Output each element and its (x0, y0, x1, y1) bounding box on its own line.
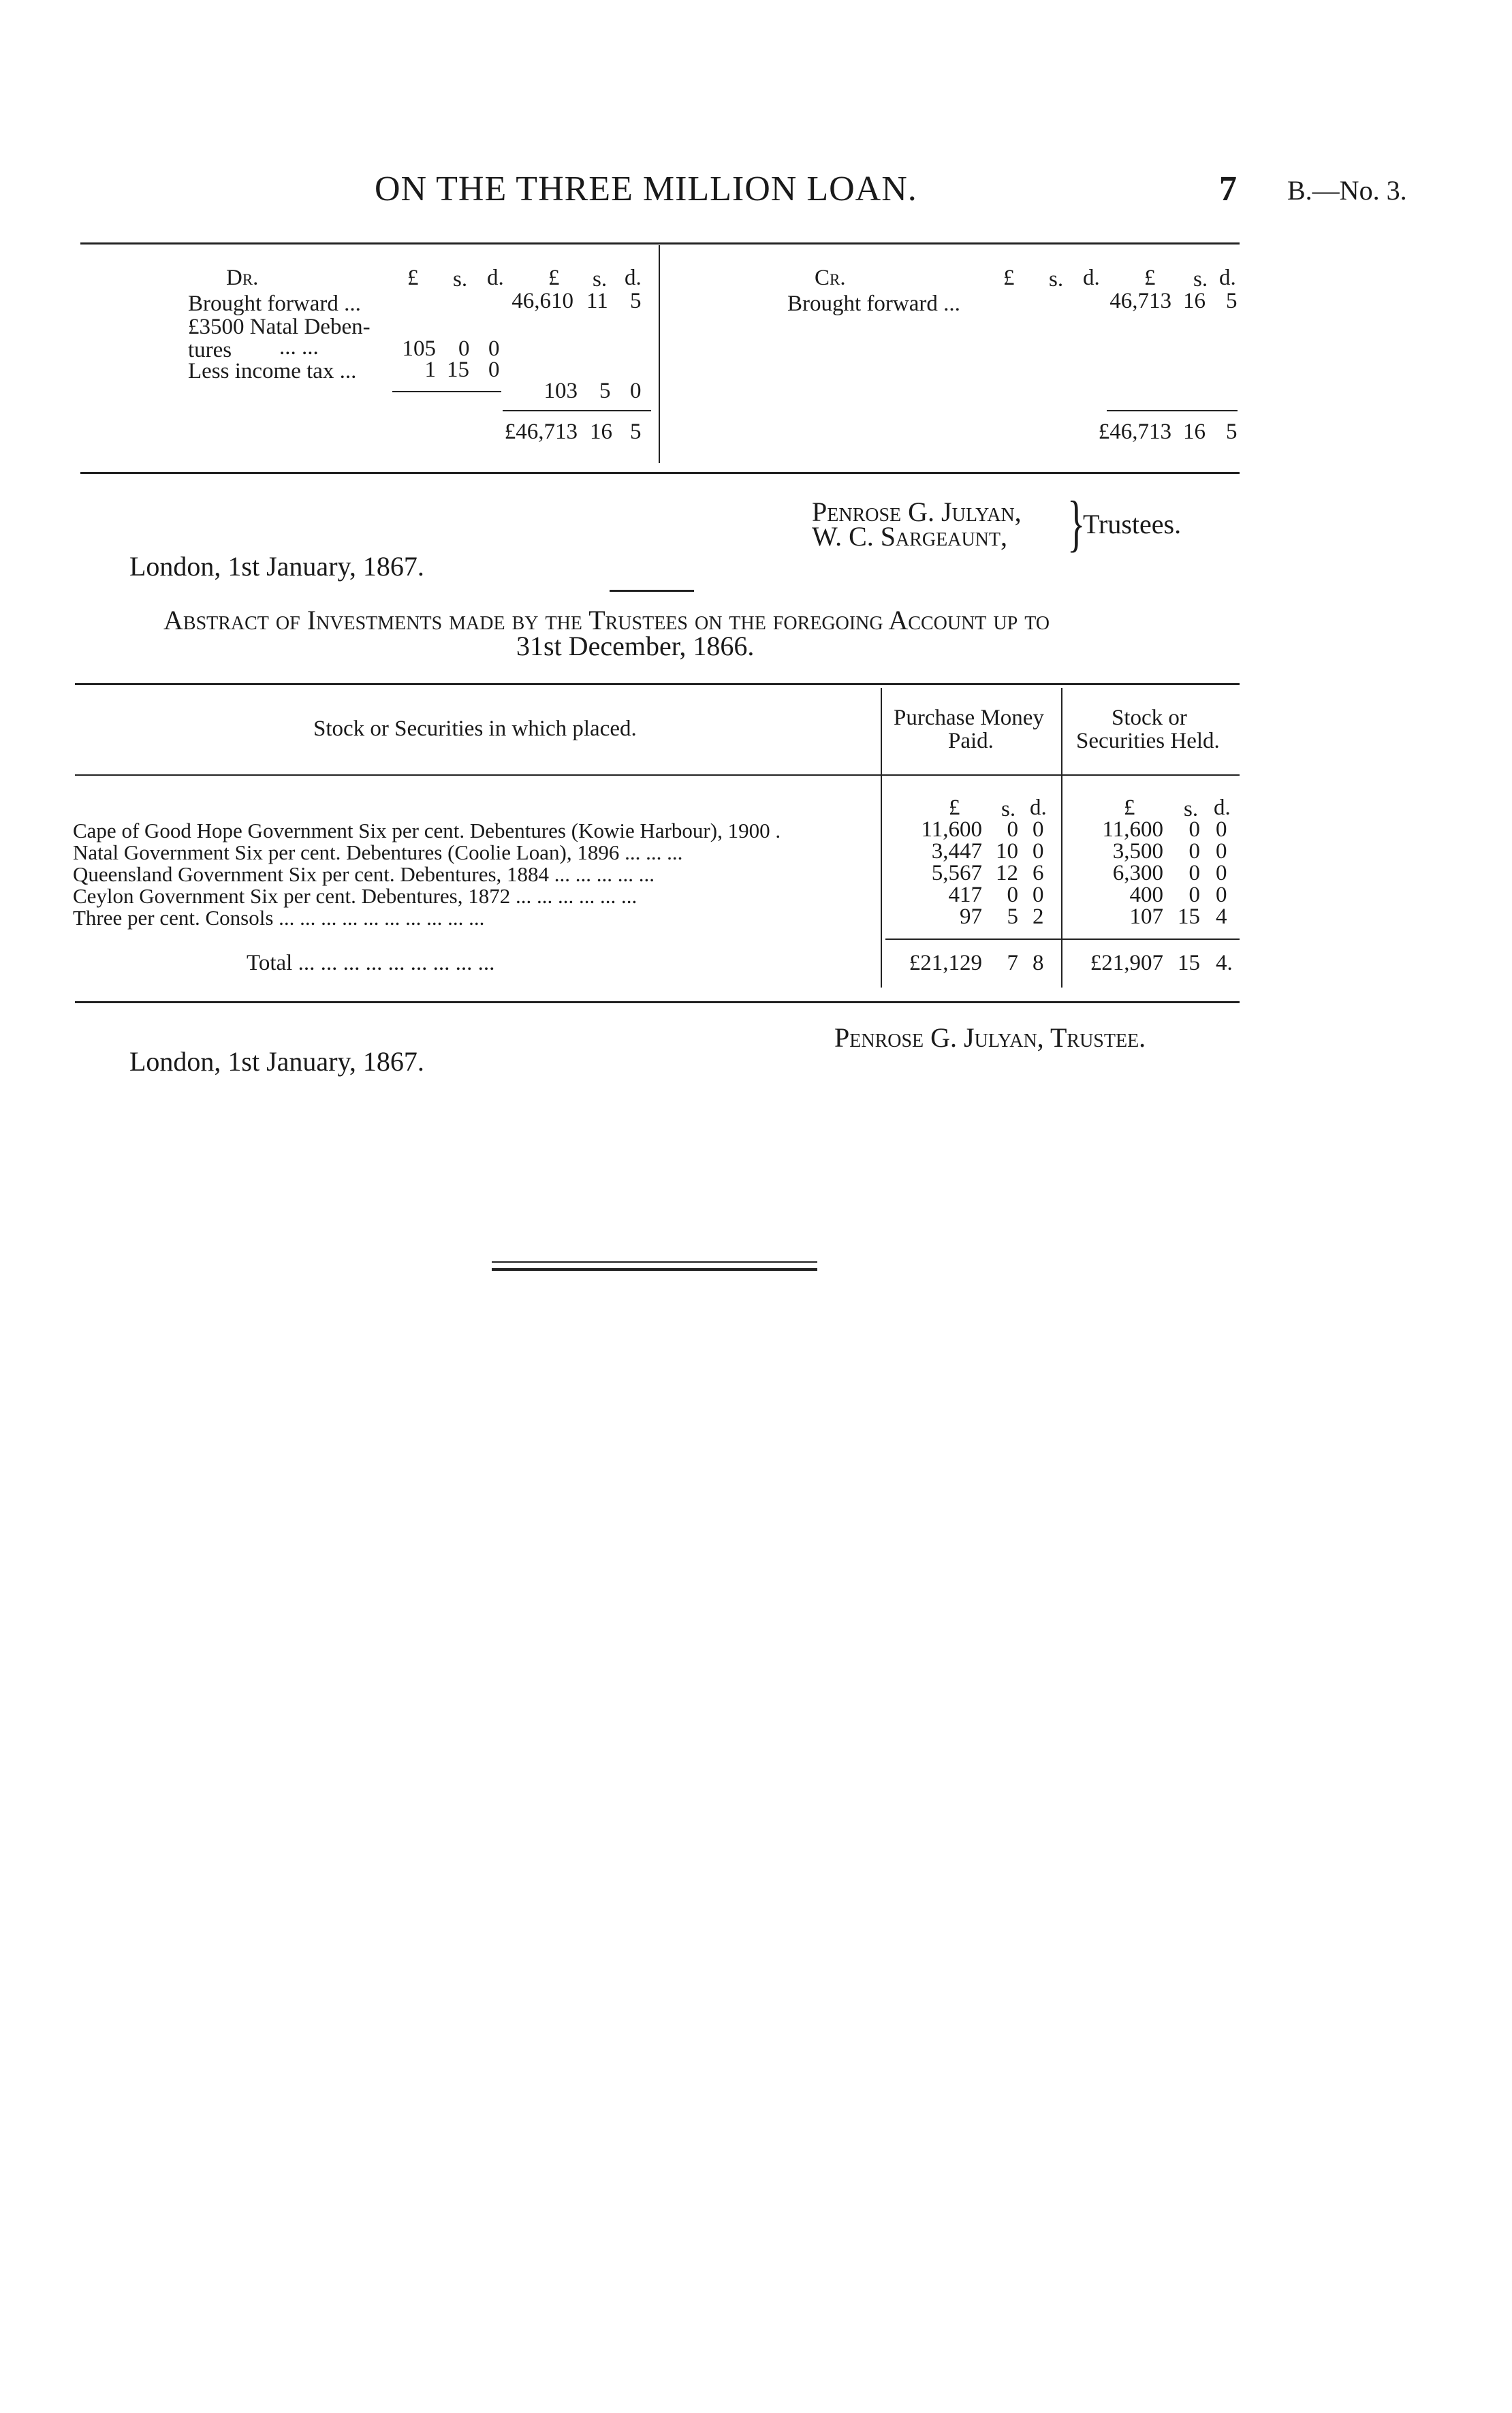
row-1-paid-pence: 0 (1033, 817, 1044, 842)
row-1-held-shillings: 0 (1188, 817, 1200, 842)
signature-2-place-date: London, 1st January, 1867. (129, 1046, 424, 1077)
dr-natal-dots: ... ... (279, 335, 319, 360)
abstract-header-purchase-1: Purchase Money (894, 706, 1044, 730)
held-unit-pounds: £ (1124, 795, 1135, 820)
row-5-paid-pence: 2 (1033, 904, 1044, 929)
row-4-paid-pounds: 417 (948, 883, 982, 907)
row-4-paid-shillings: 0 (1007, 883, 1018, 907)
cr-brought-forward-pence: 5 (1226, 289, 1238, 313)
trustees-brace: } (1067, 488, 1086, 558)
abstract-header-held-2: Securities Held. (1076, 729, 1220, 753)
cr-total-pounds: £46,713 (1098, 420, 1171, 444)
cr-brought-forward-pounds: 46,713 (1109, 289, 1171, 313)
dr-natal-pence: 0 (488, 336, 500, 361)
trustee-signature: Penrose G. Julyan, Trustee. (834, 1022, 1146, 1053)
dr-col-pounds-2: £ (548, 266, 560, 290)
row-5-held-pounds: 107 (1129, 904, 1163, 929)
total-held-shillings: 15 (1178, 951, 1200, 975)
row-1-held-pounds: 11,600 (1102, 817, 1163, 842)
abstract-header-held-1: Stock or (1112, 706, 1187, 730)
page-title: ON THE THREE MILLION LOAN. (375, 170, 917, 208)
abstract-title-text: Abstract of Investments made by the Trustees on the foregoing Account up to (163, 605, 1050, 635)
row-4-held-pence: 0 (1216, 883, 1227, 907)
dr-natal-pounds: 105 (402, 336, 436, 361)
dr-natal-shillings: 0 (458, 336, 470, 361)
abstract-header-rule (75, 774, 1240, 776)
row-2-held-pounds: 3,500 (1112, 839, 1163, 864)
dr-subtotal-rule (392, 391, 501, 392)
row-2-paid-shillings: 10 (996, 839, 1018, 864)
dr-col-pence: d. (487, 266, 504, 290)
cr-total-shillings: 16 (1183, 420, 1206, 444)
dr-brought-forward-shillings: 11 (586, 289, 608, 313)
dr-brought-forward-pounds: 46,610 (511, 289, 573, 313)
row-4-held-shillings: 0 (1188, 883, 1200, 907)
abstract-bottom-rule (75, 1001, 1240, 1003)
dr-income-tax-label: Less income tax ... (188, 359, 357, 383)
row-5-held-pence: 4 (1216, 904, 1227, 929)
cr-brought-forward-label: Brought forward ... (787, 291, 960, 316)
row-1-label: Cape of Good Hope Government Six per cent. Debentures (Kowie Harbour), 1900 . (73, 819, 781, 842)
cr-col-pounds-2: £ (1144, 266, 1156, 290)
dr-net-pence: 0 (630, 379, 642, 403)
cr-col-pounds: £ (1003, 266, 1015, 290)
paid-unit-pence: d. (1030, 795, 1047, 820)
row-3-label: Queensland Government Six per cent. Debentures, 1884 ... ... ... ... ... (73, 862, 655, 886)
dr-total-shillings: 16 (590, 420, 612, 444)
abstract-total-label: Total ... ... ... ... ... ... ... ... ... (247, 951, 495, 975)
account-top-rule (80, 242, 1240, 245)
total-paid-pence: 8 (1033, 951, 1044, 975)
document-reference: B.—No. 3. (1287, 175, 1407, 206)
dr-col-pounds: £ (407, 266, 419, 290)
row-5-paid-pounds: 97 (960, 904, 982, 929)
dr-col-shillings-2: s. (593, 267, 608, 291)
cr-col-pence-2: d. (1219, 266, 1236, 290)
row-3-paid-pounds: 5,567 (931, 861, 982, 885)
dr-col-pence-2: d. (625, 266, 642, 290)
abstract-top-rule (75, 683, 1240, 685)
account-divider (659, 245, 660, 463)
cr-label: Cr. (815, 266, 846, 290)
total-held-pounds: £21,907 (1090, 951, 1163, 975)
dr-income-tax-pounds: 1 (424, 358, 436, 382)
cr-total-rule (1107, 410, 1238, 411)
abstract-header-stock: Stock or Securities in which placed. (313, 716, 637, 741)
trustees-role: Trustees. (1083, 509, 1182, 539)
cr-col-shillings-2: s. (1193, 267, 1208, 291)
paid-unit-shillings: s. (1001, 797, 1016, 821)
abstract-col-divider-1 (881, 688, 882, 988)
dr-total-pence: 5 (630, 420, 642, 444)
signature-1-place-date: London, 1st January, 1867. (129, 551, 424, 582)
row-5-held-shillings: 15 (1178, 904, 1200, 929)
dr-income-tax-shillings: 15 (447, 358, 469, 382)
dr-natal-label-1: £3500 Natal Deben- (188, 315, 371, 339)
dr-col-shillings: s. (453, 267, 468, 291)
total-paid-pounds: £21,129 (909, 951, 982, 975)
row-2-paid-pence: 0 (1033, 839, 1044, 864)
row-1-held-pence: 0 (1216, 817, 1227, 842)
cr-total-pence: 5 (1226, 420, 1238, 444)
total-paid-shillings: 7 (1007, 951, 1018, 975)
row-2-paid-pounds: 3,447 (931, 839, 982, 864)
dr-total-rule (503, 410, 651, 411)
row-3-paid-pence: 6 (1033, 861, 1044, 885)
dr-income-tax-pence: 0 (488, 358, 500, 382)
dr-net-pounds: 103 (544, 379, 578, 403)
trustee-name-2: W. C. Sargeaunt, (812, 521, 1007, 552)
row-3-held-pounds: 6,300 (1112, 861, 1163, 885)
dr-brought-forward-label: Brought forward ... (188, 291, 361, 316)
abstract-header-purchase-2: Paid. (948, 729, 994, 753)
row-3-held-pence: 0 (1216, 861, 1227, 885)
abstract-title-line-2: 31st December, 1866. (516, 631, 755, 661)
dr-total-pounds: £46,713 (504, 420, 578, 444)
signature-2-name (834, 1022, 1146, 1054)
row-2-label: Natal Government Six per cent. Debentures (Coolie Loan), 1896 ... ... ... (73, 840, 683, 864)
dr-brought-forward-pence: 5 (630, 289, 642, 313)
row-5-paid-shillings: 5 (1007, 904, 1018, 929)
row-4-label: Ceylon Government Six per cent. Debentures, 1872 ... ... ... ... ... ... (73, 884, 637, 908)
held-unit-shillings: s. (1184, 797, 1199, 821)
end-rule-top (492, 1261, 817, 1263)
row-5-label: Three per cent. Consols ... ... ... ... ... ... ... ... ... ... (73, 906, 485, 930)
total-held-pence: 4. (1216, 951, 1233, 975)
row-4-held-pounds: 400 (1129, 883, 1163, 907)
row-2-held-shillings: 0 (1188, 839, 1200, 864)
abstract-col-divider-2 (1061, 688, 1062, 988)
paid-unit-pounds: £ (949, 795, 960, 820)
section-separator (610, 590, 694, 592)
trustee-name-1: Penrose G. Julyan, (812, 496, 1022, 527)
held-unit-pence: d. (1214, 795, 1231, 820)
cr-brought-forward-shillings: 16 (1183, 289, 1206, 313)
dr-natal-label-2: tures (188, 338, 232, 362)
cr-col-pence: d. (1083, 266, 1100, 290)
row-2-held-pence: 0 (1216, 839, 1227, 864)
cr-col-shillings: s. (1049, 267, 1064, 291)
row-1-paid-shillings: 0 (1007, 817, 1018, 842)
account-bottom-rule (80, 472, 1240, 474)
dr-label: Dr. (226, 266, 259, 290)
row-1-paid-pounds: 11,600 (921, 817, 982, 842)
page-number: 7 (1219, 170, 1237, 208)
row-3-paid-shillings: 12 (996, 861, 1018, 885)
row-4-paid-pence: 0 (1033, 883, 1044, 907)
row-3-held-shillings: 0 (1188, 861, 1200, 885)
dr-net-shillings: 5 (599, 379, 611, 403)
end-rule-bottom (492, 1268, 817, 1271)
abstract-total-rule (885, 939, 1240, 940)
